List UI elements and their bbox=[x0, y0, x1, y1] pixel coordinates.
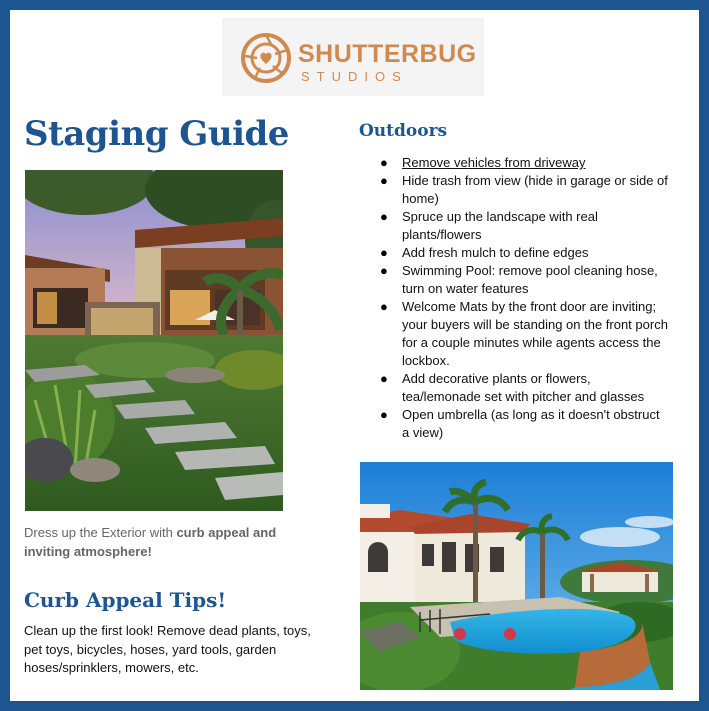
bullet-icon: ● bbox=[380, 209, 388, 224]
list-item bbox=[378, 172, 668, 208]
list-item bbox=[378, 154, 668, 172]
bullet-icon: ● bbox=[380, 155, 388, 170]
bullet-icon: ● bbox=[380, 263, 388, 278]
photo-caption bbox=[24, 523, 294, 561]
bullet-icon: ● bbox=[380, 245, 388, 260]
list-item-text: Remove vehicles from driveway bbox=[402, 155, 586, 170]
house-exterior-photo bbox=[25, 170, 283, 511]
list-item-text: Spruce up the landscape with real plants/flowers bbox=[402, 209, 598, 242]
bullet-icon: ● bbox=[380, 371, 388, 386]
list-item-text: Swimming Pool: remove pool cleaning hose, turn on water features bbox=[402, 263, 658, 296]
outdoors-checklist bbox=[378, 154, 668, 442]
curb-appeal-heading: Curb Appeal Tips! bbox=[24, 588, 227, 612]
list-item bbox=[378, 370, 668, 406]
bullet-icon: ● bbox=[380, 407, 388, 422]
pool-villa-image bbox=[360, 462, 673, 690]
list-item bbox=[378, 298, 668, 370]
list-item bbox=[378, 244, 668, 262]
list-item-text: Add fresh mulch to define edges bbox=[402, 245, 589, 260]
bullet-icon: ● bbox=[380, 173, 388, 188]
list-item-text: Open umbrella (as long as it doesn't obstruct a view) bbox=[402, 407, 660, 440]
list-item-text: Add decorative plants or flowers, tea/lemonade set with pitcher and glasses bbox=[402, 371, 645, 404]
list-item bbox=[378, 208, 668, 244]
logo-name: SHUTTERBUG bbox=[298, 40, 477, 68]
camera-aperture-heart-icon bbox=[240, 32, 292, 84]
curb-appeal-text: Clean up the first look! Remove dead plants, toys, pet toys, bicycles, hoses, yard tools, garden hoses/sprinklers, mowers, etc. bbox=[24, 623, 311, 675]
house-exterior-image bbox=[25, 170, 283, 511]
logo-subtitle: STUDIOS bbox=[301, 69, 408, 84]
caption-emphasis: curb appeal and inviting atmosphere! bbox=[24, 525, 277, 559]
outdoors-heading: Outdoors bbox=[359, 121, 448, 141]
list-item-text: Welcome Mats by the front door are inviting; your buyers will be standing on the front porch for a couple minutes while agents access the lockbox. bbox=[402, 299, 668, 368]
staging-guide-page bbox=[10, 10, 699, 701]
caption-prefix: Dress up the Exterior with bbox=[24, 525, 177, 540]
list-item bbox=[378, 406, 668, 442]
list-item bbox=[378, 262, 668, 298]
pool-villa-photo bbox=[360, 462, 673, 690]
page-title: Staging Guide bbox=[24, 114, 289, 154]
list-item-text: Hide trash from view (hide in garage or side of home) bbox=[402, 173, 668, 206]
shutterbug-logo bbox=[222, 18, 484, 96]
bullet-icon: ● bbox=[380, 299, 388, 314]
